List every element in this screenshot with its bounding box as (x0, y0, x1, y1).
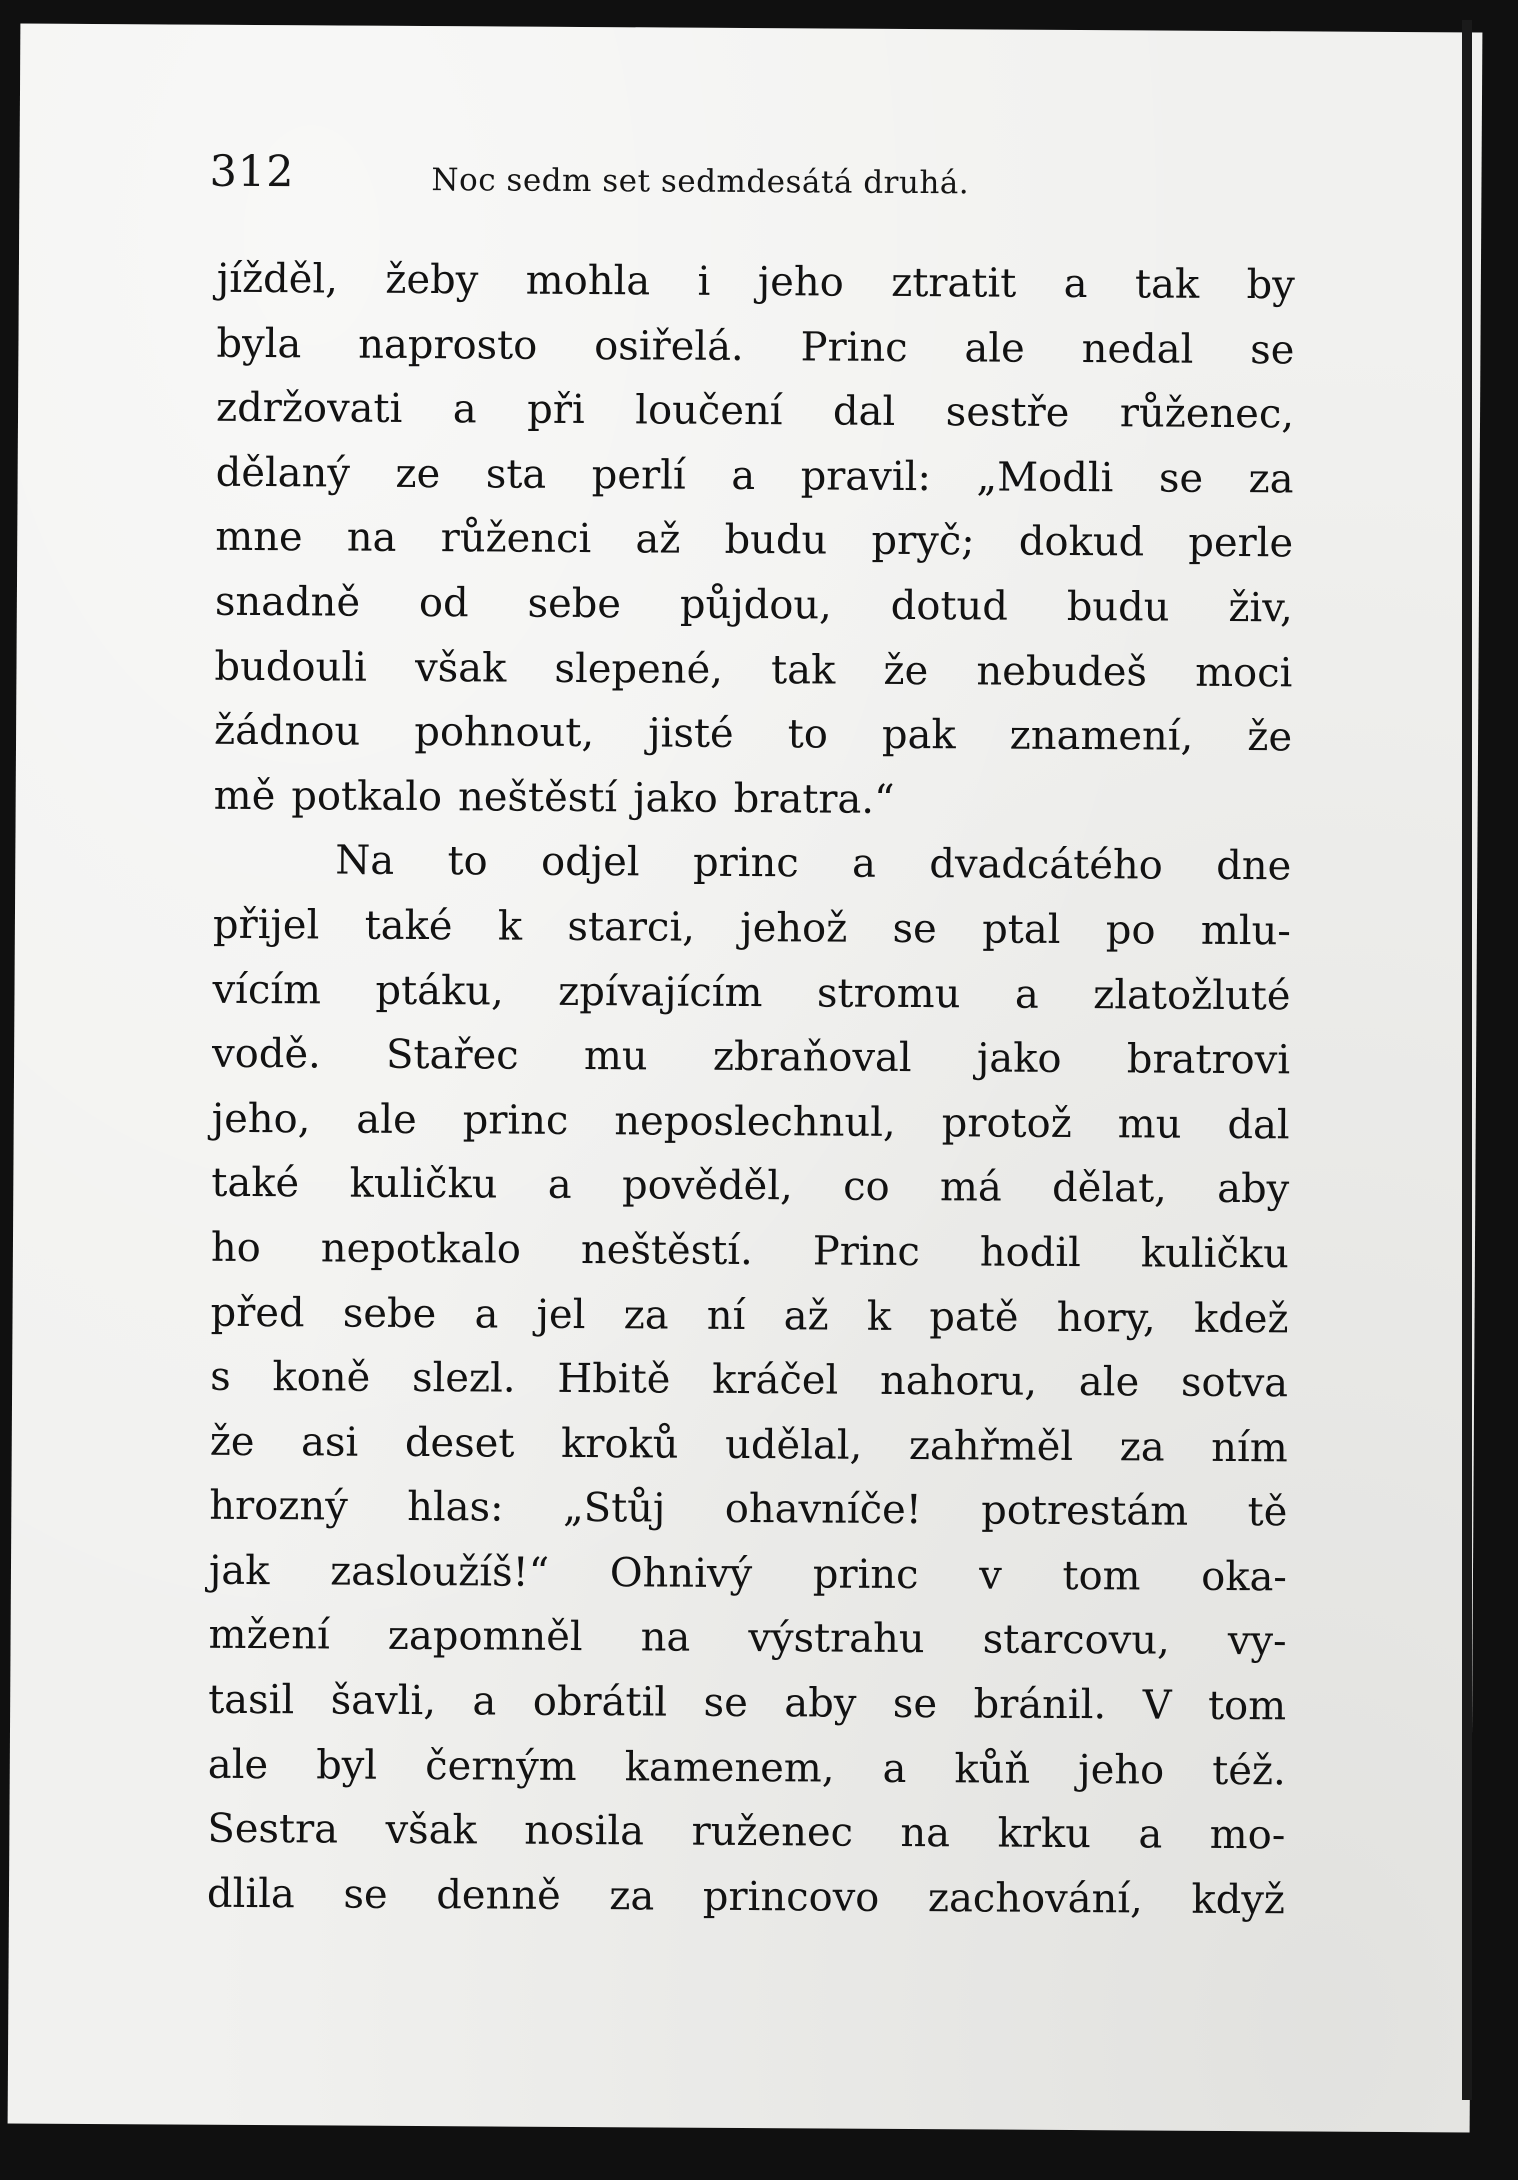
word: také (364, 902, 453, 950)
word: má (939, 1164, 1002, 1211)
word: zachování, (927, 1874, 1143, 1923)
word: se (343, 1871, 388, 1918)
word: se (1158, 455, 1204, 502)
word: kůň (954, 1745, 1031, 1793)
word: dne (1216, 843, 1292, 890)
text-line (215, 570, 1293, 641)
word: snadně (214, 578, 361, 626)
word: zdržovati (215, 384, 403, 433)
word: pohnout, (414, 709, 595, 757)
word: Ohnivý (609, 1550, 753, 1597)
word: tak (770, 646, 836, 694)
word: k (866, 1293, 892, 1340)
word: živ, (1228, 584, 1293, 632)
word: tě (1247, 1489, 1288, 1536)
word: žeby (385, 256, 479, 304)
word: když (1191, 1876, 1286, 1924)
book-page (8, 24, 1483, 2133)
word: za (623, 1291, 669, 1339)
word: sta (485, 451, 547, 498)
word: dělat, (1051, 1165, 1167, 1212)
word: jížděl, (216, 255, 339, 303)
word: výstrahu (748, 1615, 925, 1663)
word: deset (404, 1419, 515, 1467)
word: a (1063, 260, 1088, 308)
text-line (216, 311, 1294, 382)
word: na (346, 514, 397, 562)
word: nosila (524, 1807, 645, 1855)
text-line (215, 441, 1293, 512)
word: aby (784, 1680, 857, 1727)
word: hory, (1056, 1294, 1156, 1342)
word: co (843, 1163, 890, 1211)
word: před (210, 1289, 305, 1336)
text-line (214, 763, 1292, 834)
text-line (217, 247, 1295, 318)
word: vodě. (211, 1030, 321, 1078)
word: princ (812, 1551, 919, 1598)
word: Princ (812, 1228, 920, 1275)
word: i (697, 258, 711, 305)
word: princovo (702, 1873, 880, 1921)
word: budouli (214, 643, 368, 691)
word: vy- (1227, 1618, 1287, 1665)
word: jeho (1078, 1746, 1165, 1794)
word: dotud (890, 582, 1009, 630)
word: jisté (648, 710, 734, 758)
text-line (208, 1732, 1286, 1803)
word: na (900, 1810, 951, 1857)
word: ohavníče! (724, 1486, 922, 1534)
word: pak (881, 711, 956, 759)
word: za (1248, 455, 1294, 503)
word: že (1247, 714, 1293, 761)
word: a (851, 840, 877, 888)
text-line (210, 1409, 1288, 1480)
word: potkalo (291, 772, 443, 820)
word: však (385, 1807, 477, 1854)
word: dvadcátého (929, 841, 1163, 889)
word: růženci (440, 515, 592, 563)
page-edge-shadow (1462, 20, 1472, 2100)
word: aby (1217, 1166, 1290, 1213)
word: neposlechnul, (614, 1097, 896, 1146)
word: starci, (567, 903, 696, 951)
text-line (214, 699, 1292, 770)
word: ze (395, 450, 441, 497)
text-line (216, 376, 1294, 447)
word: dlila (206, 1870, 295, 1918)
word: kráčel (712, 1356, 839, 1404)
word: také (211, 1160, 300, 1207)
word: kroků (560, 1420, 679, 1468)
word: růženec, (1119, 390, 1295, 438)
word: to (447, 838, 488, 885)
word: bratra.“ (733, 775, 895, 823)
text-line (210, 1345, 1288, 1416)
text-line (211, 1151, 1289, 1222)
text-line (209, 1539, 1287, 1610)
word: denně (436, 1871, 561, 1919)
word: ní (706, 1292, 746, 1339)
word: odjel (540, 839, 640, 886)
word: a (882, 1745, 907, 1792)
word: k (497, 903, 523, 950)
word: nepotkalo (320, 1225, 522, 1273)
word: tak (1134, 261, 1200, 308)
word: mlu- (1200, 907, 1291, 955)
word: dokud (1018, 519, 1145, 566)
word: stromu (816, 969, 961, 1017)
word: ptáku, (375, 967, 504, 1015)
text-line (215, 505, 1293, 576)
word: nebudeš (976, 647, 1148, 696)
text-line (208, 1668, 1286, 1739)
word: nedal (1081, 325, 1194, 373)
running-title: Noc sedm set sedmdesátá druhá. (431, 162, 970, 202)
word: mu (1117, 1100, 1182, 1148)
word: ním (1211, 1424, 1288, 1472)
word: za (1119, 1423, 1165, 1471)
word: vícím (212, 966, 322, 1013)
body-text (207, 247, 1295, 1933)
page-number: 312 (209, 146, 295, 198)
word: šavli, (330, 1677, 437, 1725)
word: mě (213, 772, 276, 819)
word: moci (1195, 649, 1293, 696)
word: ale (1078, 1359, 1140, 1406)
word: dal (832, 388, 896, 436)
word: jeho, (211, 1095, 311, 1143)
word: že (209, 1418, 255, 1465)
word: Princ (800, 323, 908, 371)
word: asi (300, 1418, 359, 1466)
word: mu (583, 1033, 648, 1080)
word: až (783, 1292, 829, 1340)
word: jeho (757, 259, 844, 306)
word: ale (964, 324, 1025, 372)
word: mohla (525, 257, 651, 305)
word: přijel (212, 901, 320, 949)
word: Hbitě (557, 1355, 671, 1403)
word: se (892, 1680, 938, 1728)
word: ptal (982, 906, 1061, 953)
word: v (979, 1552, 1002, 1599)
word: slezl. (411, 1355, 516, 1402)
word: a (474, 1290, 499, 1337)
word: a (472, 1678, 497, 1725)
text-line (213, 893, 1291, 964)
word: Sestra (207, 1805, 339, 1853)
word: to (787, 711, 829, 758)
word: starcovu, (982, 1616, 1170, 1665)
word: sotva (1180, 1359, 1289, 1407)
word: „Modli (976, 454, 1114, 502)
word: kamenem, (624, 1743, 835, 1792)
word: patě (929, 1293, 1019, 1341)
word: dělaný (215, 449, 351, 497)
word: zbraňoval (712, 1033, 912, 1082)
word: byl (316, 1742, 378, 1789)
word: Stařec (385, 1031, 519, 1079)
word: tasil (208, 1676, 295, 1724)
word: zlatožluté (1093, 971, 1291, 1019)
word: obrátil (532, 1678, 668, 1726)
word: jak (208, 1547, 270, 1594)
word: za (609, 1873, 655, 1920)
word: potrestám (981, 1487, 1189, 1535)
word: zasloužíš!“ (330, 1548, 550, 1596)
word: ale (207, 1741, 269, 1788)
word: princ (692, 840, 799, 887)
word: ale (356, 1096, 417, 1143)
word: se (703, 1679, 748, 1727)
text-line (208, 1603, 1286, 1674)
word: a (452, 386, 477, 433)
word: oka- (1201, 1553, 1288, 1601)
word: jehož (740, 904, 848, 952)
word: jako (633, 775, 718, 822)
word: pravil: (800, 453, 932, 500)
word: budu (724, 517, 828, 564)
word: černým (425, 1742, 577, 1790)
word: protož (941, 1099, 1072, 1147)
word: zpívajícím (558, 968, 763, 1016)
word: na (640, 1614, 691, 1662)
word: a (1014, 971, 1039, 1018)
word: při (527, 386, 585, 434)
word: a (1138, 1811, 1163, 1858)
word: ruženec (691, 1808, 854, 1856)
word: půjdou, (679, 581, 832, 629)
word: naprosto (358, 321, 538, 369)
word: se (1250, 326, 1295, 373)
text-line (207, 1797, 1285, 1868)
word: bratrovi (1126, 1036, 1291, 1084)
text-line (212, 1086, 1290, 1157)
text-line (213, 828, 1291, 899)
word: jel (536, 1291, 586, 1338)
word: „Stůj (562, 1485, 666, 1532)
word: slepené, (554, 645, 724, 693)
word: dal (1227, 1101, 1290, 1149)
word: zapomněl (387, 1613, 583, 1661)
text-line (210, 1280, 1288, 1351)
word: kuličku (1140, 1230, 1290, 1278)
word: po (1105, 907, 1156, 954)
word: též. (1212, 1747, 1286, 1794)
word: mne (215, 514, 303, 561)
word: byla (216, 320, 302, 367)
word: koně (272, 1354, 371, 1401)
word: až (635, 516, 681, 563)
word: s (210, 1353, 231, 1400)
text-line (209, 1474, 1287, 1545)
word: sebe (342, 1290, 437, 1337)
word: však (414, 644, 507, 692)
word: znamení, (1009, 712, 1194, 760)
word: osiřelá. (594, 322, 744, 370)
word: loučení (635, 387, 783, 435)
word: mžení (208, 1612, 330, 1659)
word: a (731, 452, 756, 499)
word: princ (462, 1096, 569, 1144)
word: tom (1207, 1682, 1287, 1730)
word: V (1142, 1682, 1172, 1729)
text-line (207, 1862, 1285, 1933)
word: neštěstí. (580, 1226, 753, 1274)
word: budu (1066, 583, 1170, 631)
text-line (211, 1216, 1289, 1287)
word: od (418, 579, 469, 627)
word: že (883, 647, 929, 694)
word: hlas: (407, 1484, 504, 1531)
word: Na (335, 837, 395, 885)
word: sebe (527, 580, 622, 628)
word: sestře (945, 389, 1070, 437)
word: kuličku (349, 1160, 498, 1208)
word: perle (1188, 520, 1294, 567)
word: udělal, (724, 1421, 863, 1469)
word: pryč; (871, 518, 975, 565)
text-line (212, 957, 1290, 1028)
word: jako (976, 1035, 1062, 1083)
word: se (892, 905, 937, 953)
word: hrozný (209, 1483, 348, 1530)
word: nahoru, (879, 1357, 1038, 1405)
word: zahřměl (908, 1422, 1074, 1470)
word: a (547, 1162, 572, 1209)
word: kdež (1193, 1295, 1289, 1342)
word: neštěstí (457, 773, 618, 821)
word: ztratit (891, 259, 1017, 307)
word: perlí (591, 451, 686, 499)
word: krku (997, 1810, 1092, 1858)
word: bránil. (973, 1681, 1107, 1729)
word: hodil (979, 1229, 1082, 1276)
word: pověděl, (621, 1162, 793, 1210)
text-line (212, 1022, 1290, 1093)
word: by (1246, 262, 1295, 309)
word: ho (210, 1224, 261, 1271)
word: tom (1062, 1552, 1141, 1600)
text-line (214, 634, 1292, 705)
word: žádnou (213, 707, 361, 755)
page-header (20, 146, 1482, 202)
word: mo- (1209, 1812, 1286, 1859)
